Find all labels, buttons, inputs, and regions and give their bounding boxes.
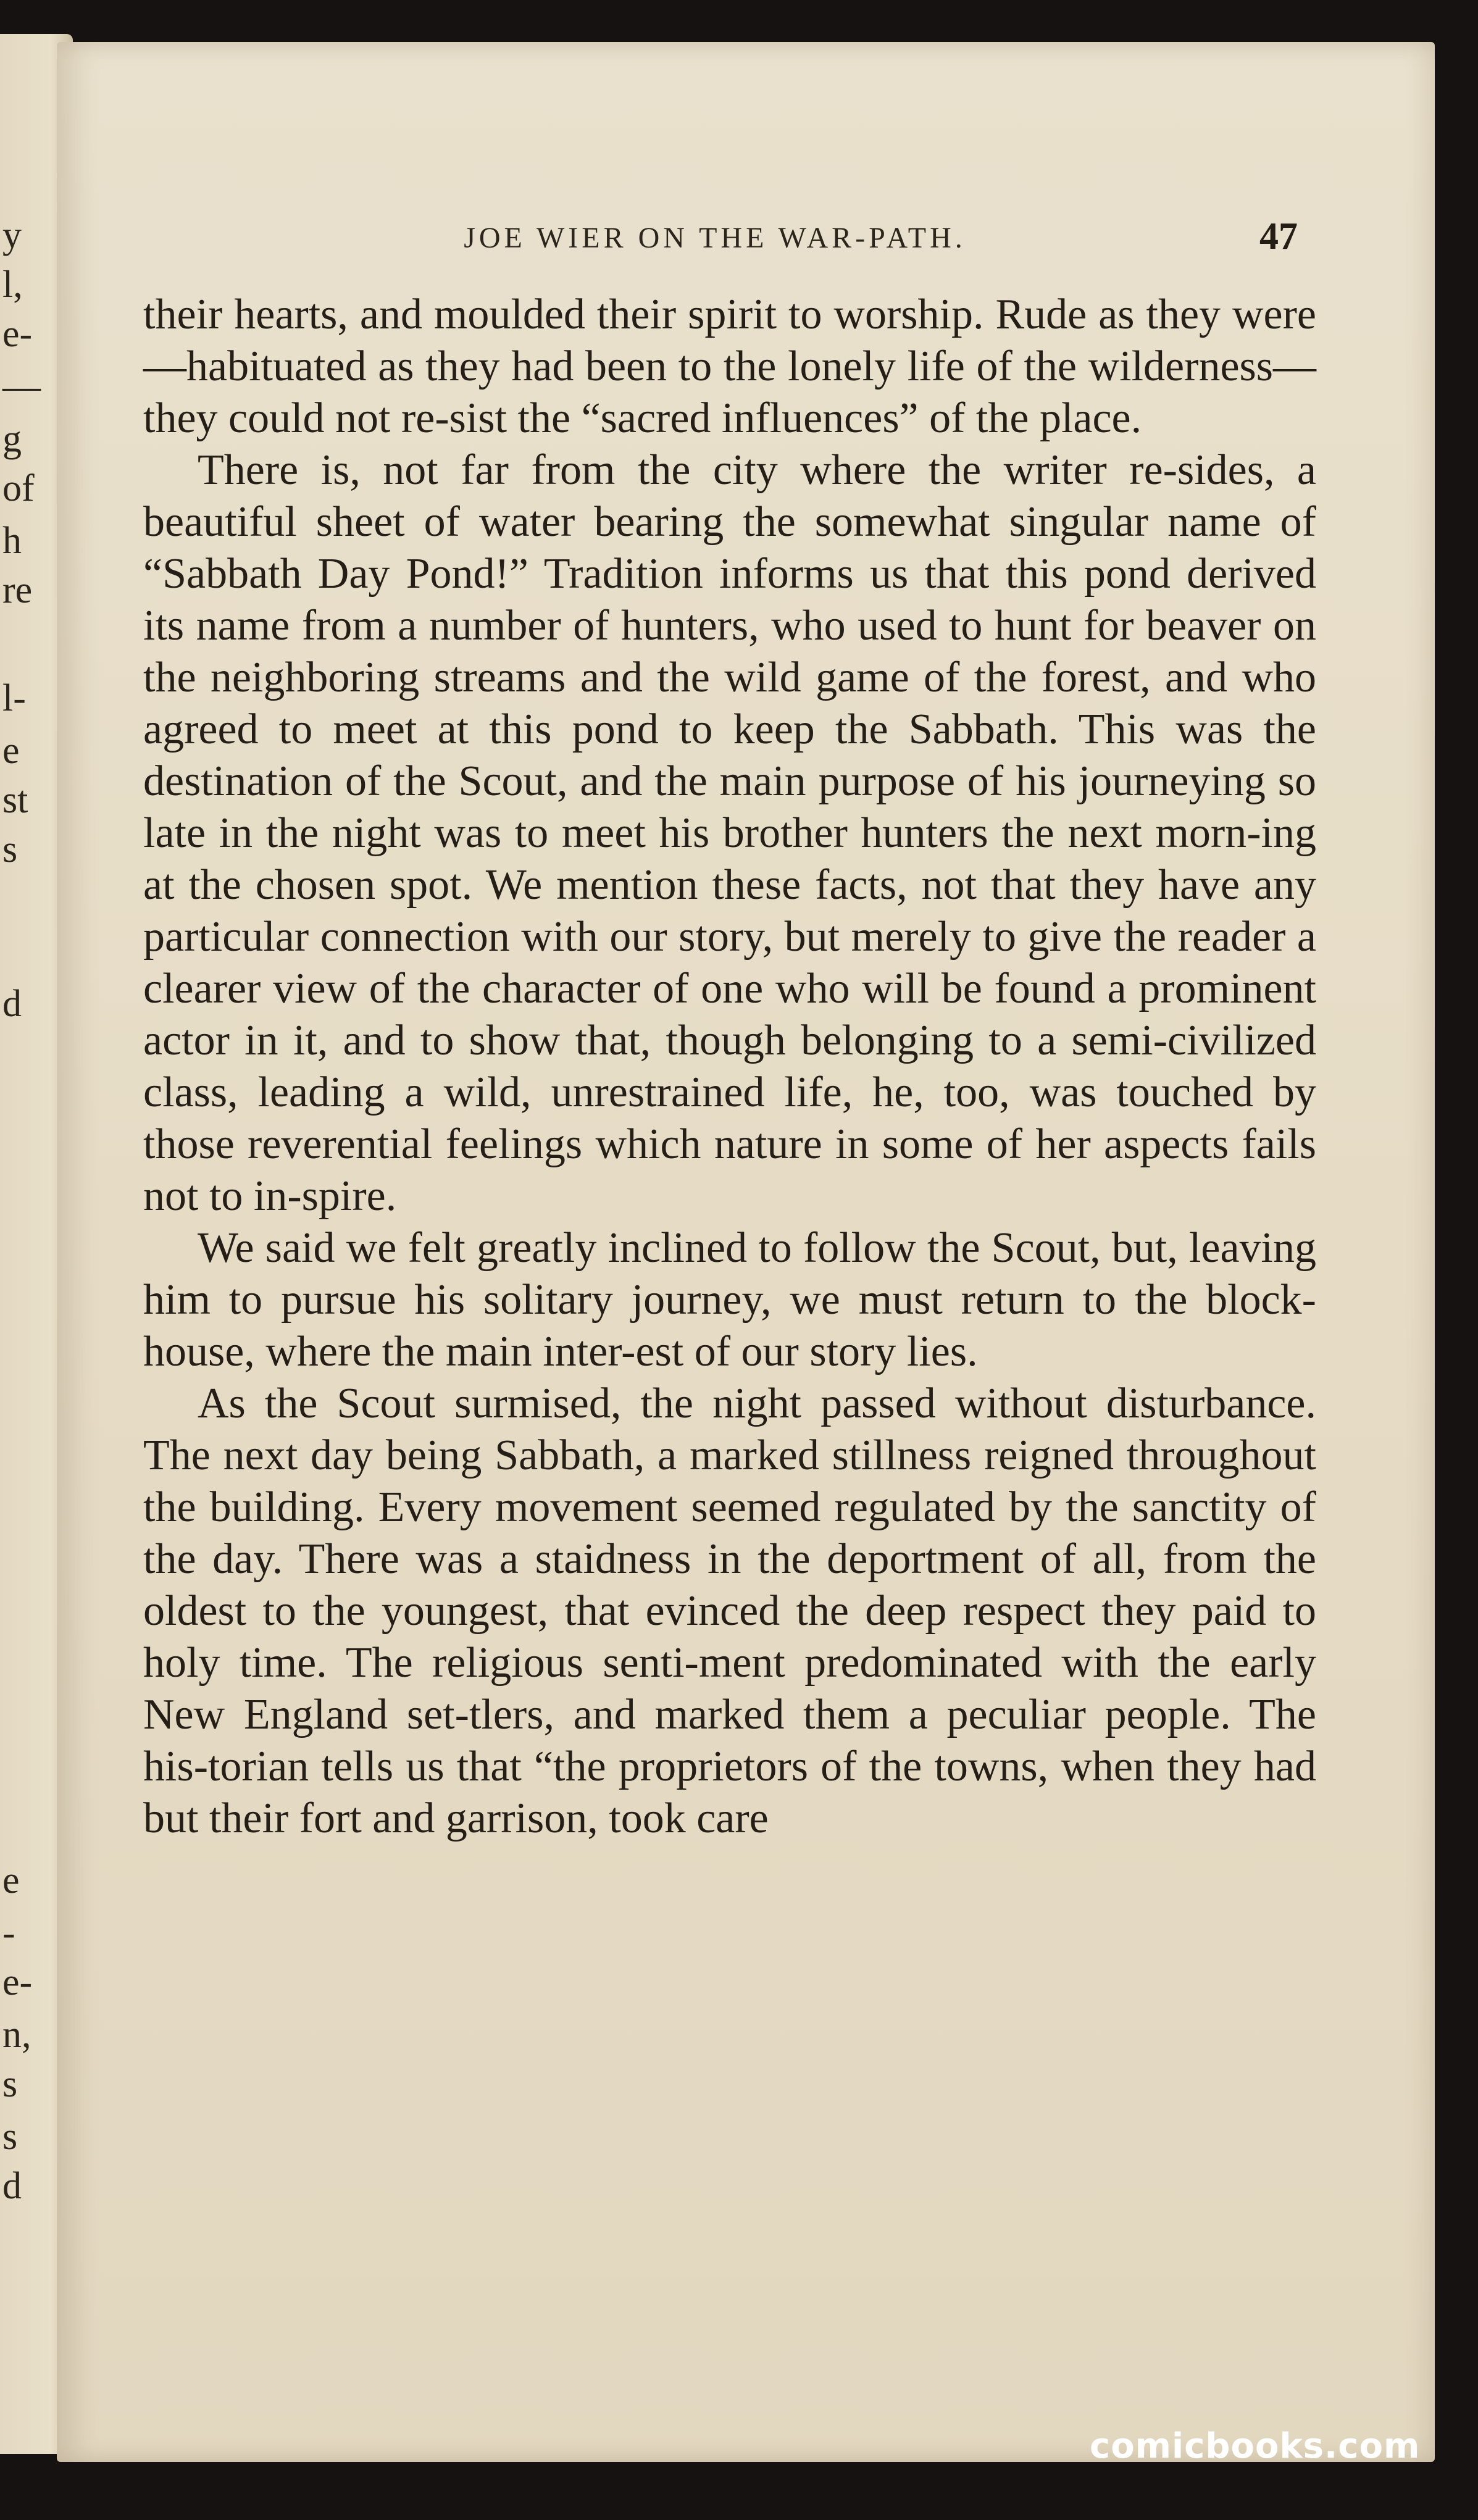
paragraph: As the Scout surmised, the night passed without disturbance. The next day being Sabbath, a marked stillness reigned throughout the building. Every movement seemed regulated by the sanctity of the day. There was a staidness in the deportment of all, from the oldest to the youngest, that evinced the deep respect they paid to holy time. The religious senti-ment predominated with the early New England set-tlers, and marked them a peculiar people. The his-torian tells us that “the proprietors of the towns, when they had but their fort and garrison, took care — [143, 1380, 1316, 1842]
facing-page-fragment: s — [2, 828, 18, 870]
facing-page-fragment: - — [2, 1912, 15, 1954]
facing-page-fragment: y — [2, 214, 22, 256]
facing-page-fragment: g — [2, 418, 22, 460]
facing-page-fragment: n, — [2, 2014, 31, 2056]
facing-page-fragment: d — [2, 983, 22, 1025]
paragraph: There is, not far from the city where the writer re-sides, a beautiful sheet of water bearing the somewhat singular name of “Sabbath Day Pond!” Tradition informs us that this pond derived its name from a number of hunters, who used to hunt for beaver on the neighboring streams and the wild game of the forest, and who agreed to meet at this pond to keep the Sabbath. This was the destination of the Scout, and the main purpose of his journeying so late in the night was to meet his brother hunters the next morn-ing at the chosen spot. We mention these facts, not that they have any particular connection with our story, but merely to give the reader a clearer view of the character of one who will be found a prominent actor in it, and to show that, though belonging to a semi-civilized class, leading a wild, unrestrained life, he, too, was touched by those reverential feelings which nature in some of her aspects fails not to in-spire. — [143, 446, 1316, 1220]
facing-page-fragment: e — [2, 1859, 20, 1901]
body-text — [143, 289, 1316, 1845]
facing-page-fragment: of — [2, 467, 35, 509]
facing-page-fragment: e- — [2, 1961, 33, 2003]
facing-page-fragment: l, — [2, 264, 23, 306]
facing-page-fragment: st — [2, 779, 28, 821]
facing-page-fragment: h — [2, 520, 22, 562]
paragraph: We said we felt greatly inclined to follow the Scout, but, leaving him to pursue his solitary journey, we must return to the block-house, where the main inter-est of our story lies. — [143, 1224, 1316, 1375]
paragraph: their hearts, and moulded their spirit to worship. Rude as they were—habituated as they had been to the lonely life of the wilderness—they could not re-sist the “sacred influences” of the place. — [143, 291, 1316, 442]
facing-page-fragment: s — [2, 2063, 18, 2105]
page-number: 47 — [1259, 215, 1298, 257]
book-page — [57, 42, 1435, 2462]
facing-page-fragment: e — [2, 730, 20, 772]
facing-page-fragment: — — [2, 365, 41, 407]
watermark: comicbooks.com — [1090, 2426, 1421, 2466]
facing-page-fragment: s — [2, 2116, 18, 2158]
facing-page-fragment: l- — [2, 677, 26, 719]
facing-page-fragment: d — [2, 2165, 22, 2207]
running-head: JOE WIER ON THE WAR-PATH. — [464, 222, 966, 254]
facing-page-fragment: re — [2, 569, 33, 611]
facing-page-fragment: e- — [2, 313, 33, 355]
